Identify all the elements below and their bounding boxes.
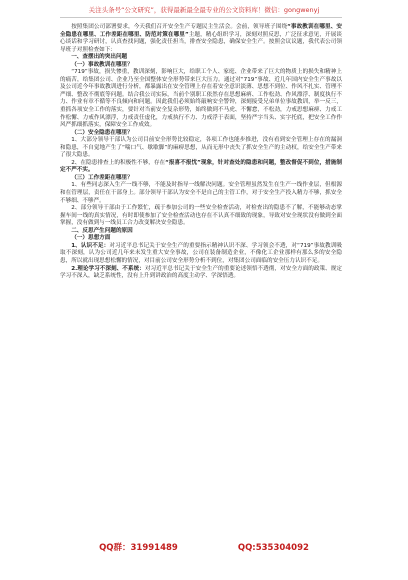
paragraph-text: 2、在隐患排查上的积极性不够，存在 xyxy=(71,159,166,166)
footer-qq-number: QQ:535304092 xyxy=(237,543,309,553)
paragraph-text: 对习近平总书记关于安全生产的重要论述领悟不透彻，对安全方面的政策、规定学习不深入，缺乏系统性，没有上升到讲政治的高度主动学、学深悟透。 xyxy=(60,265,342,280)
paragraph-text: 对习近平总书记关于安全生产的重要指示精神认识不深、学习领会不透，对“719”事故教训吸取不深刻，认为公司近几年来未发生重大安全事故，公司在装备制造企业，不像化工企业那样有那么多的安全隐患，所以就出现思想松懈的情况，对目前公司安全形势分析不到位，对集团公司面临的安全压力认识不足。 xyxy=(60,242,342,264)
subsection-heading: （一）思想方面 xyxy=(71,235,111,242)
intro-text-post: 主题，精心组织学习，深刻对照反思，广泛征求意见，开展谈心谈话和学习研讨，认真查找问题，强化责任担当，排查安全隐患，确保安全生产。按照会议议题，我代表公司领导班子对照检查如下： xyxy=(60,31,342,53)
header-rule xyxy=(60,17,342,18)
paragraph xyxy=(60,266,342,281)
intro-text-pre: 按照集团公司部署要求，今天我们召开安全生产专题民主生活会。会前，领导班子围绕 xyxy=(71,24,288,30)
paragraph-emphasis: “报喜不报忧”现象，针对查处的隐患和问题，整改督促不到位，措施制定不严不实。 xyxy=(60,159,343,174)
subsection-heading: （一）事故教训在哪里？ xyxy=(71,61,133,68)
subsection-heading: （二）安全隐患在哪里？ xyxy=(71,129,133,136)
section-heading: 一、查摆出的突出问题 xyxy=(71,54,128,61)
document-body xyxy=(60,24,342,281)
paragraph: 1、有些同志深入生产一线不够，不能及时指导一线解决问题。安全管理虽然发生在生产一线作业层，但根源和在管理层，责任在干部身上。部分领导干部认为安全不是自己的主管工作，对于安全生产投入精力不够，抓安全不够细、不够严。 xyxy=(60,182,342,204)
header-banner: 关注头条号“公文研究”，获得最新最全最专业的公文资料库！微信：gongwenyj xyxy=(88,6,320,14)
paragraph-lead: 1、认识不足： xyxy=(71,242,110,249)
paragraph xyxy=(60,160,342,175)
paragraph: “719”事故，损失惨重，教训深刻，影响巨大，给职工个人、家庭、企业带来了巨大的物质上的损失和精神上的痛苦，给集团公司、企业乃至全国整体安全形势带来巨大压力。通过对“719”事故、近几年国内安全生产事故以及公司近今年事故教训进行分析，都暴露出在安全管理上存在着安全意识淡薄、思想不到位、作风不扎实、管理不严细、整改不彻底等问题。结合我公司实际，当前个别职工依然存在思想麻痹、工作松劲、作风漂浮、制度执行不力、作业有章不循等不良倾向和问题。因此我们必须始终敲响安全警钟，深刻接受兄弟单位事故教训，举一反三，重抓各项安全工作的落实，要针对当前安全复杂形势，始终做到不马虎、不懈怠，不松劲，力戒思想麻痹、力戒工作松懈、力戒作风漂浮，力戒责任虚化，力戒执行不力、力戒浮于表面，坚持严字当头、实字托底，把安全工作作风严抓细抓落实，保障安全工作成效。 xyxy=(60,69,342,129)
footer-contact xyxy=(0,541,408,553)
intro-paragraph xyxy=(60,24,342,54)
paragraph: 2、部分领导干部由于工作繁忙，疏于参加公司的一些安全检查活动，对检查出的隐患不了解，不能够动态掌握车间一线的真实情况，有时即使参加了安全检查活动也存在不认真不细致的现象，导致对安全现状没有做到全面掌握，没有做到与一线员工合力改变解决安全隐患。 xyxy=(60,205,342,227)
intro-theme: “事故教训在哪里、安全隐患在哪里、工作差距在哪里、防范对策在哪里” xyxy=(60,24,342,38)
subsection-heading: （三）工作差距在哪里？ xyxy=(71,174,133,181)
section-heading: 二、反思产生问题的原因 xyxy=(71,227,133,234)
paragraph xyxy=(60,243,342,266)
footer-qq-group: QQ群：31991489 xyxy=(99,543,178,553)
paragraph: 1、大部分领导干部认为公司目前安全形势比较稳定，各项工作也能步推进，没有看到安全管理上存在的漏洞和隐患，不自觉地产生了“喘口气、歇歇脚”的麻痹思想，从而无形中丧失了抓安全生产的主动权，给安全生产带来了很大隐患。 xyxy=(60,137,342,159)
paragraph-lead: 2.理论学习不深刻、不系统： xyxy=(71,265,145,272)
